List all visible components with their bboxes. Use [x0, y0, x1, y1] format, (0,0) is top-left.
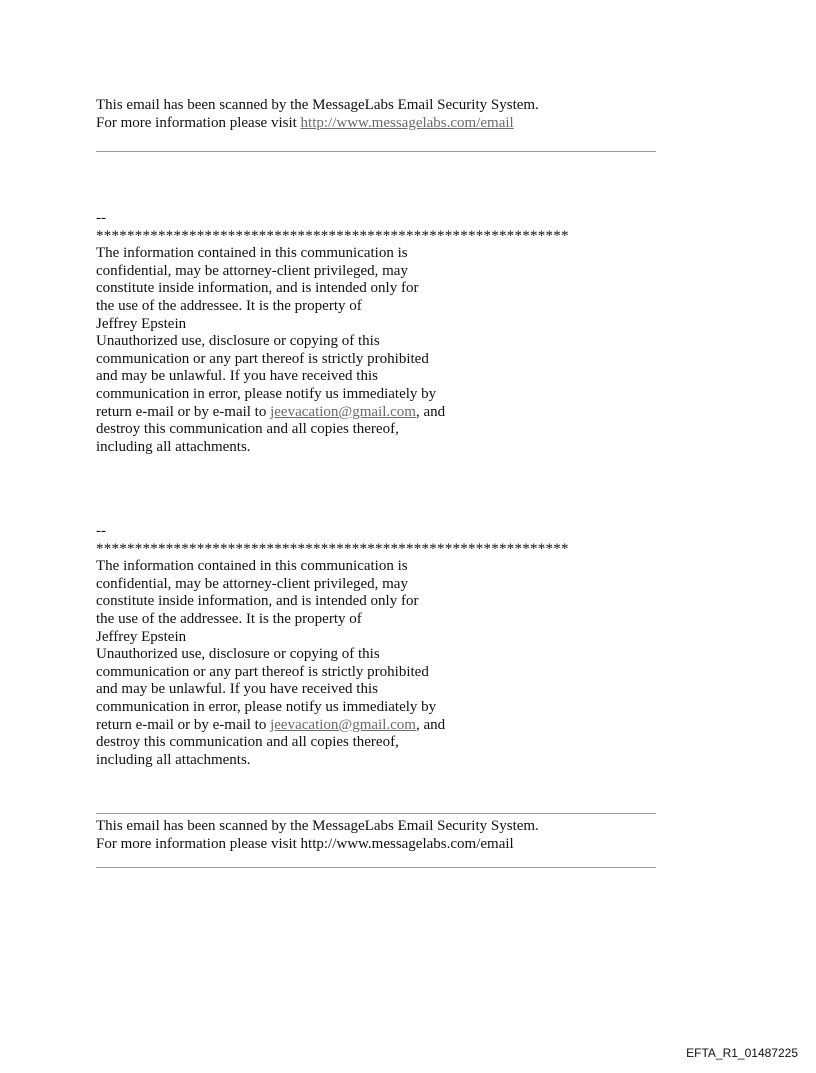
disclaimer-line: confidential, may be attorney-client privileged, may — [96, 262, 408, 279]
messagelabs-link[interactable]: http://www.messagelabs.com/email — [300, 114, 514, 131]
disclaimer-line: communication in error, please notify us immediately by — [96, 698, 437, 715]
disclaimer-line: constitute inside information, and is intended only for — [96, 280, 419, 297]
email-link[interactable]: jeevacation@gmail.com — [270, 716, 416, 733]
disclaimer-block-1 — [96, 210, 569, 456]
divider-middle — [96, 813, 656, 814]
scan-notice-bottom — [96, 818, 539, 853]
disclaimer-line: Jeffrey Epstein — [96, 628, 187, 645]
return-prefix: return e-mail or by e-mail to — [96, 716, 271, 733]
disclaimer-line: and may be unlawful. If you have received this — [96, 681, 378, 698]
scan-notice-line2: For more information please visit http://www.messagelabs.com/email — [96, 835, 514, 852]
disclaimer-line: The information contained in this communication is — [96, 558, 408, 575]
scan-notice-line1: This email has been scanned by the MessageLabs Email Security System. — [96, 97, 539, 113]
email-link[interactable]: jeevacation@gmail.com — [270, 403, 416, 420]
disclaimer-line: communication in error, please notify us immediately by — [96, 385, 437, 402]
disclaimer-line: Jeffrey Epstein — [96, 315, 187, 332]
document-id: EFTA_R1_01487225 — [686, 1046, 798, 1060]
divider-top — [96, 151, 656, 152]
scan-notice-line1: This email has been scanned by the MessageLabs Email Security System. — [96, 818, 539, 834]
asterisk-separator: ************************************************************* — [96, 227, 569, 244]
scan-notice-prefix: For more information please visit — [96, 114, 301, 131]
scan-notice-top — [96, 97, 539, 132]
disclaimer-line: destroy this communication and all copies thereof, — [96, 421, 399, 438]
return-suffix: , and — [415, 403, 446, 420]
disclaimer-return-line — [96, 717, 569, 735]
disclaimer-line: communication or any part thereof is strictly prohibited — [96, 350, 429, 367]
disclaimer-line: including all attachments. — [96, 751, 251, 768]
disclaimer-line: destroy this communication and all copies thereof, — [96, 734, 399, 751]
return-suffix: , and — [415, 716, 446, 733]
disclaimer-line: the use of the addressee. It is the property of — [96, 297, 362, 314]
disclaimer-line: Unauthorized use, disclosure or copying of this — [96, 646, 380, 663]
disclaimer-line: The information contained in this communication is — [96, 245, 408, 262]
signature-dashes: -- — [96, 523, 106, 539]
signature-dashes: -- — [96, 210, 106, 226]
divider-bottom — [96, 867, 656, 868]
disclaimer-line: communication or any part thereof is strictly prohibited — [96, 663, 429, 680]
disclaimer-line: and may be unlawful. If you have received this — [96, 368, 378, 385]
scan-notice-line2 — [96, 115, 539, 133]
asterisk-separator: ************************************************************* — [96, 540, 569, 557]
disclaimer-line: confidential, may be attorney-client privileged, may — [96, 575, 408, 592]
disclaimer-line: including all attachments. — [96, 438, 251, 455]
disclaimer-return-line — [96, 404, 569, 422]
disclaimer-line: the use of the addressee. It is the property of — [96, 610, 362, 627]
disclaimer-line: constitute inside information, and is intended only for — [96, 593, 419, 610]
disclaimer-block-2 — [96, 523, 569, 769]
return-prefix: return e-mail or by e-mail to — [96, 403, 271, 420]
disclaimer-line: Unauthorized use, disclosure or copying of this — [96, 333, 380, 350]
